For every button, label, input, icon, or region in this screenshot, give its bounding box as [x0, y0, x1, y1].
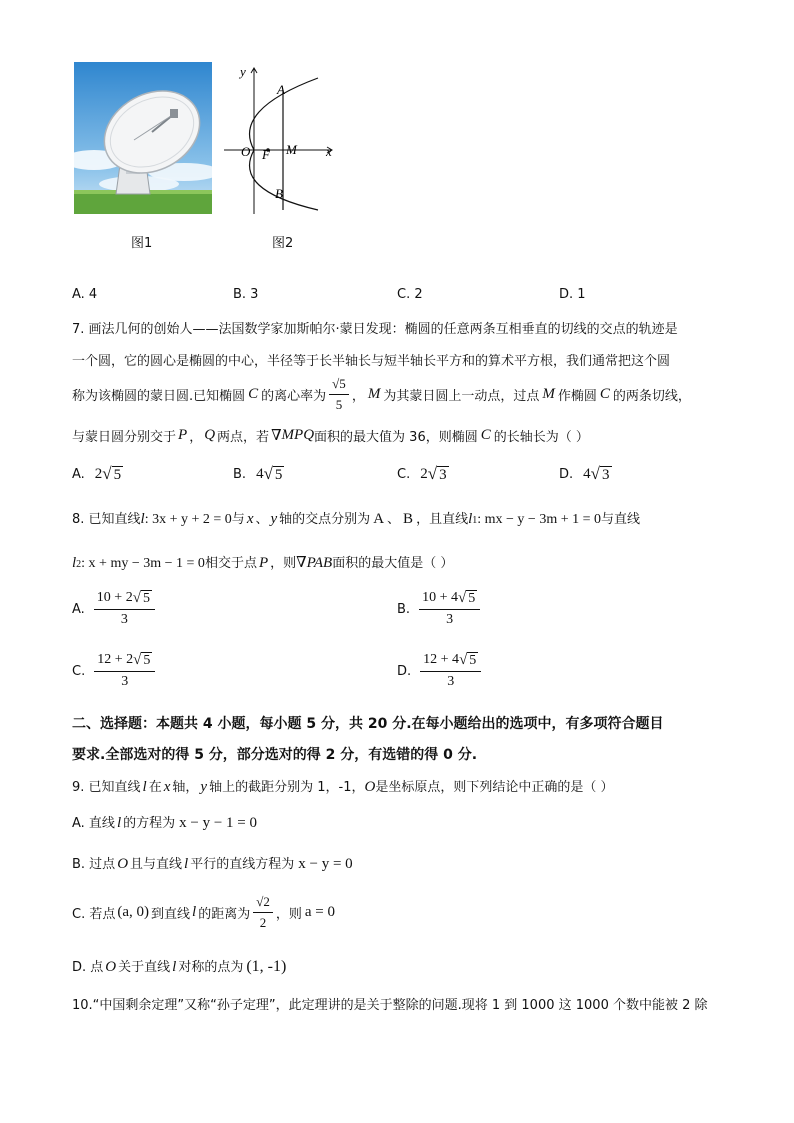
label-a: A [277, 82, 285, 97]
q9-option-d: D. 点 O 关于直线 l 对称的点为 (1, -1) [72, 958, 287, 975]
label-b: B [275, 186, 283, 201]
q8-option-d: D. 12 + 4 √ 5 3 [397, 652, 484, 690]
label-f: F [262, 147, 270, 162]
figure-1-caption: 图1 [131, 236, 153, 251]
q7-line-1: 7. 画法几何的创始人——法国数学家加斯帕尔·蒙日发现：椭圆的任意两条互相垂直的切线的交点的轨迹是 [72, 322, 678, 337]
q7-line-3: 称为该椭圆的蒙日圆.已知椭圆 C 的离心率为 $\frac{√5}{5}$ ， M 为其蒙日圆上一动点，过点 M 作椭圆 C 的两条切线， [72, 376, 691, 412]
section-2-heading-line-2: 要求.全部选对的得 5 分，部分选对的得 2 分，有选错的得 0 分. [72, 747, 478, 763]
label-o: O [241, 144, 251, 159]
q7-option-a: A. 2 √ 5 [72, 464, 122, 483]
q7-option-d: D. 4 √ 3 [559, 464, 610, 483]
q6-option-d: D. 1 [559, 287, 586, 302]
q7-line-4: 与蒙日圆分别交于 P ， Q 两点，若 ∇ MPQ 面积的最大值为 36，则椭圆 C 的长轴长为（ ） [72, 427, 589, 445]
q7-option-c: C. 2 √ 3 [397, 464, 447, 483]
q6-option-a: A. 4 [72, 287, 98, 302]
q8-option-b: B. 10 + 4 √ 5 3 [397, 590, 483, 628]
q7-option-b: B. 4 √ 5 [233, 464, 283, 483]
parabola-diagram [222, 60, 338, 216]
q8-option-c: C. 12 + 2 √ 5 3 [72, 652, 158, 690]
q9-option-a: A. 直线 l 的方程为 x − y − 1 = 0 [72, 815, 258, 831]
q8-line-1: 8. 已知直线 l : 3x + y + 2 = 0 与 x 、 y 轴的交点分别为 A 、 B ，且直线 l 1 : mx − y − 3m + 1 = 0 与直线 [72, 511, 641, 527]
q8-line-2: l 2 : x + my − 3m − 1 = 0 相交于点 P ，则 ∇ PAB 面积的最大值是（ ） [72, 555, 454, 571]
section-2-heading-line-1: 二、选择题：本题共 4 小题，每小题 5 分，共 20 分.在每小题给出的选项中，有多项符合题目 [72, 716, 664, 732]
q7-line-2: 一个圆，它的圆心是椭圆的中心，半径等于长半轴长与短半轴长平方和的算术平方根，我们通常把这个圆 [72, 354, 671, 369]
label-m: M [286, 142, 297, 157]
q9-option-c: C. 若点 (a, 0) 到直线 l 的距离为 $\frac{√2}{2}$ ，则 a = 0 [72, 894, 335, 930]
label-y: y [240, 64, 246, 79]
q8-option-a: A. 10 + 2 √ 5 3 [72, 590, 158, 628]
q10-line-1: 10.“中国剩余定理”又称“孙子定理”，此定理讲的是关于整除的问题.现将 1 到 1000 这 1000 个数中能被 2 除 [72, 998, 708, 1013]
eccentricity-fraction: $\frac{√5}{5}$ [329, 376, 349, 413]
figure-2 [222, 60, 338, 216]
figure-1 [74, 62, 212, 214]
satellite-dish-image [74, 62, 212, 214]
parabola-curve [250, 78, 318, 210]
q9-option-b: B. 过点 O 且与直线 l 平行的直线方程为 x − y = 0 [72, 856, 353, 872]
figure-2-caption: 图2 [272, 236, 294, 251]
q6-option-b: B. 3 [233, 287, 259, 302]
q9-stem: 9. 已知直线 l 在 x 轴， y 轴上的截距分别为 1，-1， O 是坐标原点，则下列结论中正确的是（ ） [72, 779, 614, 795]
q6-option-c: C. 2 [397, 287, 423, 302]
label-x: x [326, 144, 332, 159]
